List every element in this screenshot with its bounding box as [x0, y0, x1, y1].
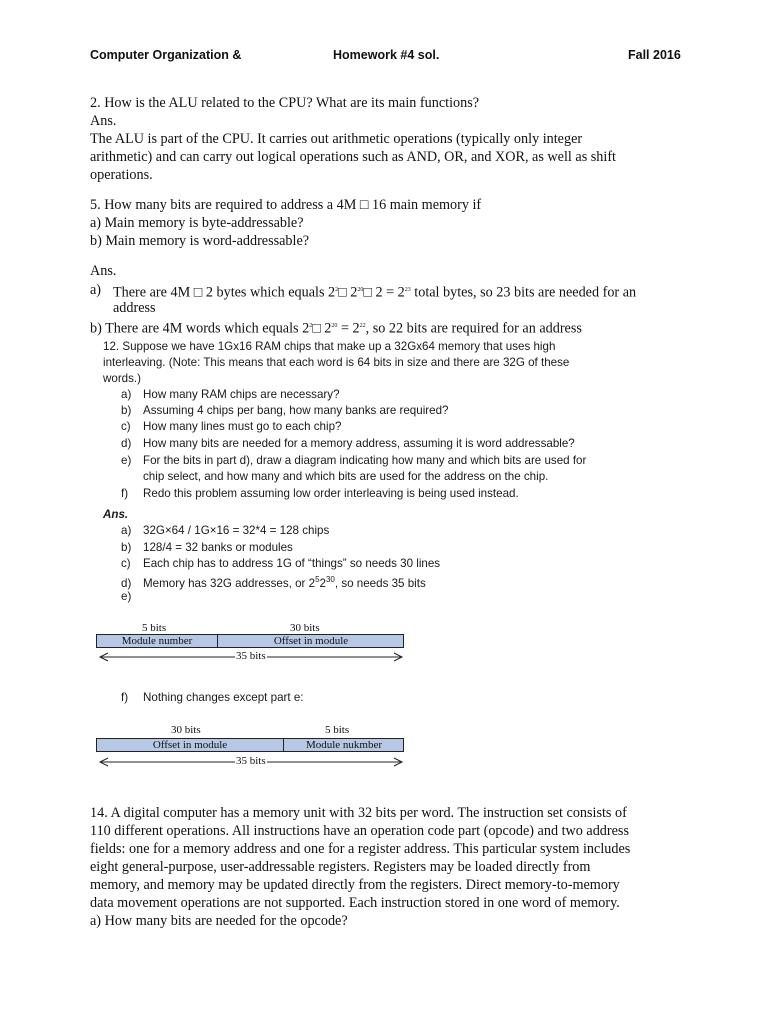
- diagram-f-right-bits: 5 bits: [325, 724, 350, 736]
- q12-intro-line: 12. Suppose we have 1Gx16 RAM chips that make up a 32Gx64 memory that uses high: [103, 340, 556, 353]
- q14-line: 110 different operations. All instructions have an operation code part (opcode) and two address: [90, 823, 629, 839]
- offset-field: Offset in module: [273, 635, 349, 647]
- module-number-field: Module nukmber: [305, 739, 383, 751]
- q5-ans-a-line2: address: [113, 300, 156, 316]
- q12-item: chip select, and how many and which bits are used for the address on the chip.: [143, 470, 549, 483]
- q12-answer-f: f) Nothing changes except part e:: [121, 691, 304, 704]
- q12-item: b) Assuming 4 chips per bang, how many banks are required?: [121, 404, 449, 417]
- q5-ans-label: Ans.: [90, 263, 117, 279]
- q14-line: data movement operations are not supported. Each instruction stored in one word of memory.: [90, 895, 620, 911]
- address-format-f: [96, 738, 404, 752]
- q5-question: 5. How many bits are required to address a 4M □ 16 main memory if: [90, 197, 482, 213]
- q14-line: 14. A digital computer has a memory unit with 32 bits per word. The instruction set consists of: [90, 805, 627, 821]
- q14-line: eight general-purpose, user-addressable registers. Registers may be loaded directly from: [90, 859, 591, 875]
- q2-answer-line: operations.: [90, 167, 153, 183]
- q14-line: a) How many bits are needed for the opcode?: [90, 913, 348, 929]
- q12-answer: d) Memory has 32G addresses, or $2^52^{30}$, so needs 35 bits: [121, 575, 426, 590]
- header-title: Homework #4 sol.: [333, 48, 440, 62]
- q12-item: f) Redo this problem assuming low order interleaving is being used instead.: [121, 487, 519, 500]
- q2-answer-line: The ALU is part of the CPU. It carries out arithmetic operations (typically only integer: [90, 131, 583, 147]
- q2-answer-line: arithmetic) and can carry out logical operations such as AND, OR, and XOR, as well as shift: [90, 149, 616, 165]
- q14-line: fields: one for a memory address and one for a register address. This particular system includes: [90, 841, 631, 857]
- diagram-f-left-bits: 30 bits: [171, 724, 201, 736]
- q12-item: a) How many RAM chips are necessary?: [121, 388, 340, 401]
- q12-item: e) For the bits in part d), draw a diagram indicating how many and which bits are used for: [121, 454, 587, 467]
- q5-part-b: b) Main memory is word-addressable?: [90, 233, 310, 249]
- module-number-field: Module number: [121, 635, 193, 647]
- q5-ans-a-label: a): [90, 282, 102, 298]
- q5-ans-a-line: There are 4M □ 2 bytes which equals $2^2□$ $2^{20}□$ $2 = 2^{23}$ total bytes, so 23 bits are needed for an: [113, 284, 637, 301]
- header-term: Fall 2016: [628, 48, 681, 62]
- q5-ans-b-line: b) There are 4M words which equals $2^2□$ $2^{20} = 2^{22}$, so 22 bits are required for an address: [90, 320, 582, 337]
- q12-answer: a) 32G×64 / 1G×16 = 32*4 = 128 chips: [121, 524, 330, 537]
- q12-ans-label: Ans.: [103, 508, 129, 521]
- q5-part-a: a) Main memory is byte-addressable?: [90, 215, 304, 231]
- q12-answer: b) 128/4 = 32 banks or modules: [121, 541, 293, 554]
- diagram-e-left-bits: 5 bits: [142, 622, 167, 634]
- diagram-e-total: 35 bits: [236, 650, 266, 662]
- q2-question: 2. How is the ALU related to the CPU? What are its main functions?: [90, 95, 480, 111]
- q12-answer: c) Each chip has to address 1G of “things” so needs 30 lines: [121, 557, 441, 570]
- q12-item: d) How many bits are needed for a memory address, assuming it is word addressable?: [121, 437, 575, 450]
- q12-item: c) How many lines must go to each chip?: [121, 420, 342, 433]
- q12-intro-line: interleaving. (Note: This means that each word is 64 bits in size and there are 32G of these: [103, 356, 570, 369]
- q14-line: memory, and memory may be updated directly from the registers. Direct memory-to-memory: [90, 877, 620, 893]
- q12-intro-line: words.): [103, 372, 142, 385]
- q2-ans-label: Ans.: [90, 113, 117, 129]
- q12-answer: e): [121, 590, 132, 603]
- offset-field: Offset in module: [152, 739, 228, 751]
- header-course: Computer Organization &: [90, 48, 242, 62]
- diagram-e-right-bits: 30 bits: [290, 622, 320, 634]
- diagram-f-total: 35 bits: [236, 755, 266, 767]
